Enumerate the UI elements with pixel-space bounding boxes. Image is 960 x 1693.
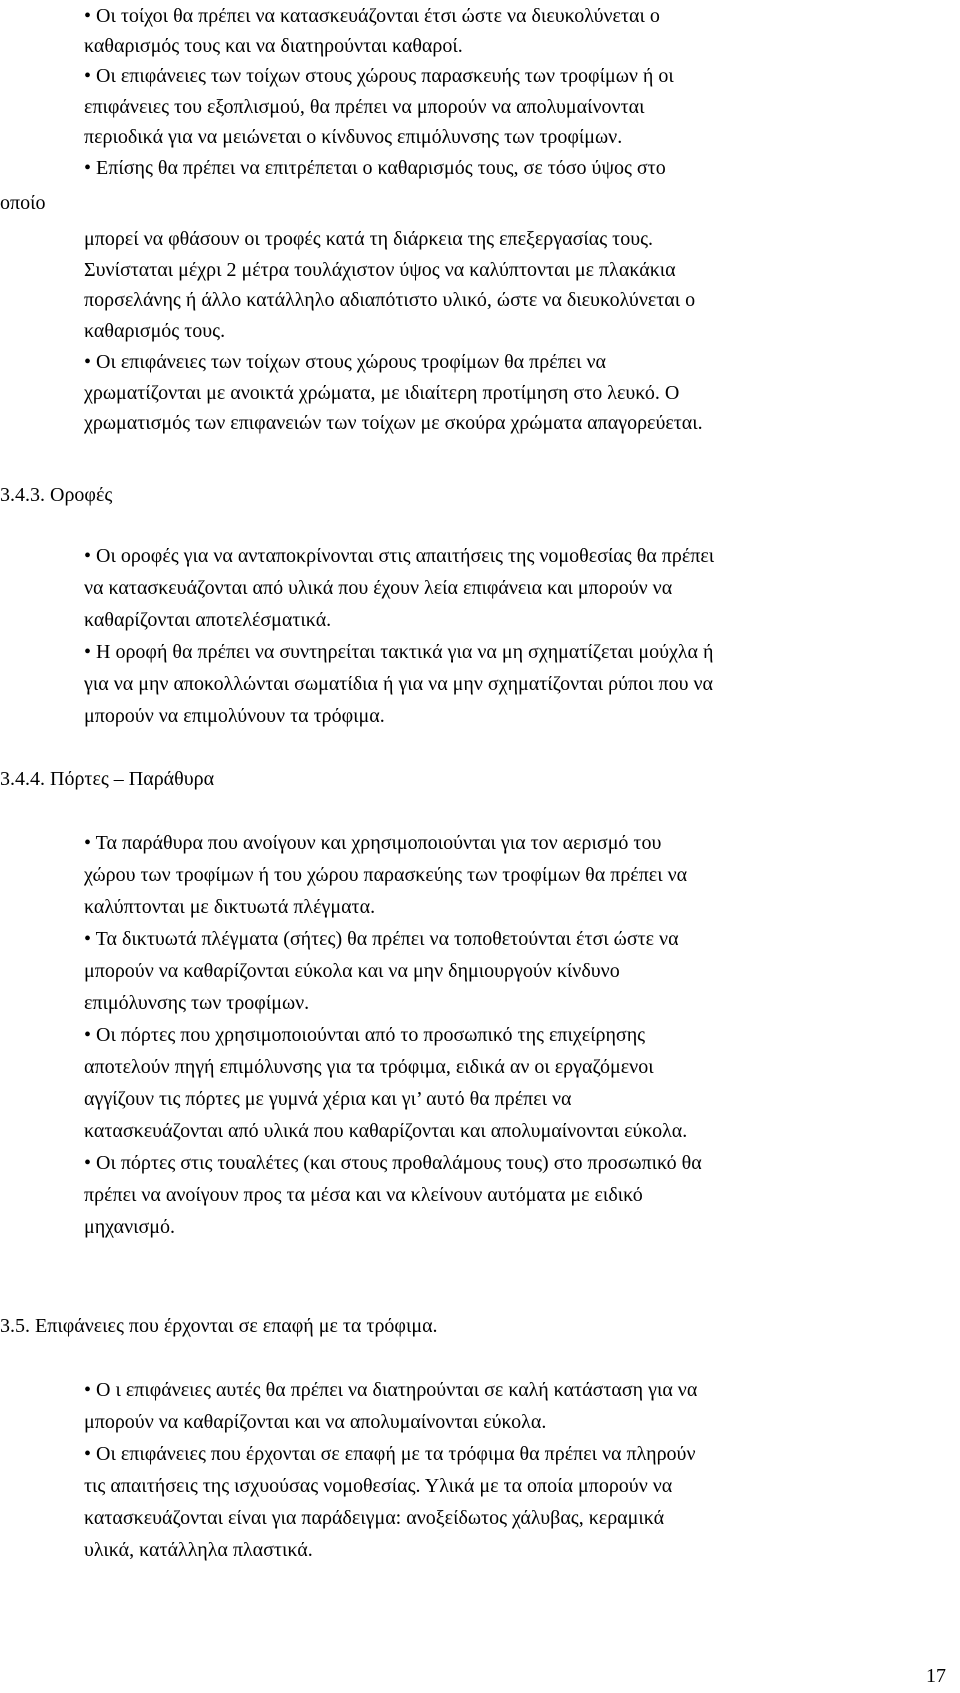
text-line: αγγίζουν τις πόρτες με γυμνά χέρια και γι’ αυτό θα πρέπει να — [84, 1088, 572, 1110]
text-line: τις απαιτήσεις της ισχυούσας νομοθεσίας. Υλικά με τα οποία μπορούν να — [84, 1475, 673, 1497]
section-heading: 3.5. Επιφάνειες που έρχονται σε επαφή με τα τρόφιμα. — [0, 1315, 438, 1337]
text-line: • Οι επιφάνειες που έρχονται σε επαφή με τα τρόφιμα θα πρέπει να πληρούν — [84, 1443, 696, 1465]
text-line: πρέπει να ανοίγουν προς τα μέσα και να κλείνουν αυτόματα με ειδικό — [84, 1184, 643, 1206]
text-line: χρωματισμός των επιφανειών των τοίχων με σκούρα χρώματα απαγορεύεται. — [84, 412, 703, 434]
text-line: • Ο ι επιφάνειες αυτές θα πρέπει να διατηρούνται σε καλή κατάσταση για να — [84, 1379, 698, 1401]
text-line: μπορεί να φθάσουν οι τροφές κατά τη διάρκεια της επεξεργασίας τους. — [84, 228, 654, 250]
text-line: καθαρισμός τους και να διατηρούνται καθαροί. — [84, 35, 463, 57]
text-line: επιμόλυνσης των τροφίμων. — [84, 992, 310, 1014]
text-line: χώρου των τροφίμων ή του χώρου παρασκεύης των τροφίμων θα πρέπει να — [84, 864, 688, 886]
text-line: • Τα δικτυωτά πλέγματα (σήτες) θα πρέπει να τοποθετούνται έτσι ώστε να — [84, 928, 679, 950]
section-heading: 3.4.4. Πόρτες – Παράθυρα — [0, 768, 215, 790]
text-line: χρωματίζονται με ανοικτά χρώματα, με ιδιαίτερη προτίμηση στο λευκό. Ο — [84, 382, 680, 404]
text-line: υλικά, κατάλληλα πλαστικά. — [84, 1539, 313, 1561]
text-line: μπορούν να καθαρίζονται εύκολα και να μην δημιουργούν κίνδυνο — [84, 960, 620, 982]
text-line: • Οι επιφάνειες των τοίχων στους χώρους παρασκευής των τροφίμων ή οι — [84, 65, 674, 87]
text-line: καθαρισμός τους. — [84, 320, 226, 342]
text-line: καθαρίζονται αποτελέσματικά. — [84, 609, 332, 631]
text-line: • Οι πόρτες στις τουαλέτες (και στους προθαλάμους τους) στο προσωπικό θα — [84, 1152, 702, 1174]
text-line: οποίο — [0, 192, 46, 214]
page-number: 17 — [926, 1665, 946, 1687]
text-line: μηχανισμό. — [84, 1216, 176, 1238]
text-line: μπορούν να καθαρίζονται και να απολυμαίνονται εύκολα. — [84, 1411, 547, 1433]
text-line: • Οι πόρτες που χρησιμοποιούνται από το προσωπικό της επιχείρησης — [84, 1024, 646, 1046]
text-line: περιοδικά για να μειώνεται ο κίνδυνος επιμόλυνσης των τροφίμων. — [84, 126, 623, 148]
text-line: κατασκευάζονται είναι για παράδειγμα: ανοξείδωτος χάλυβας, κεραμικά — [84, 1507, 665, 1529]
text-line: να κατασκευάζονται από υλικά που έχουν λεία επιφάνεια και μπορούν να — [84, 577, 673, 599]
text-line: Συνίσταται μέχρι 2 μέτρα τουλάχιστον ύψος να καλύπτονται με πλακάκια — [84, 259, 676, 281]
text-line: για να μην αποκολλώνται σωματίδια ή για να μην σχηματίζονται ρύποι που να — [84, 673, 714, 695]
section-heading: 3.4.3. Οροφές — [0, 484, 113, 506]
text-line: αποτελούν πηγή επιμόλυνσης για τα τρόφιμα, ειδικά αν οι εργαζόμενοι — [84, 1056, 654, 1078]
text-line: κατασκευάζονται από υλικά που καθαρίζονται και απολυμαίνονται εύκολα. — [84, 1120, 688, 1142]
text-line: • Επίσης θα πρέπει να επιτρέπεται ο καθαρισμός τους, σε τόσο ύψος στο — [84, 157, 666, 179]
text-line: μπορούν να επιμολύνουν τα τρόφιμα. — [84, 705, 385, 727]
text-line: καλύπτονται με δικτυωτά πλέγματα. — [84, 896, 376, 918]
text-line: • Οι τοίχοι θα πρέπει να κατασκευάζονται έτσι ώστε να διευκολύνεται ο — [84, 5, 660, 27]
text-line: επιφάνειες του εξοπλισμού, θα πρέπει να μπορούν να απολυμαίνονται — [84, 96, 645, 118]
text-line: • Οι οροφές για να ανταποκρίνονται στις απαιτήσεις της νομοθεσίας θα πρέπει — [84, 545, 715, 567]
text-line: • Η οροφή θα πρέπει να συντηρείται τακτικά για να μη σχηματίζεται μούχλα ή — [84, 641, 714, 663]
text-line: • Τα παράθυρα που ανοίγουν και χρησιμοποιούνται για τον αερισμό του — [84, 832, 662, 854]
text-line: • Οι επιφάνειες των τοίχων στους χώρους τροφίμων θα πρέπει να — [84, 351, 607, 373]
text-line: πορσελάνης ή άλλο κατάλληλο αδιαπότιστο υλικό, ώστε να διευκολύνεται ο — [84, 289, 696, 311]
